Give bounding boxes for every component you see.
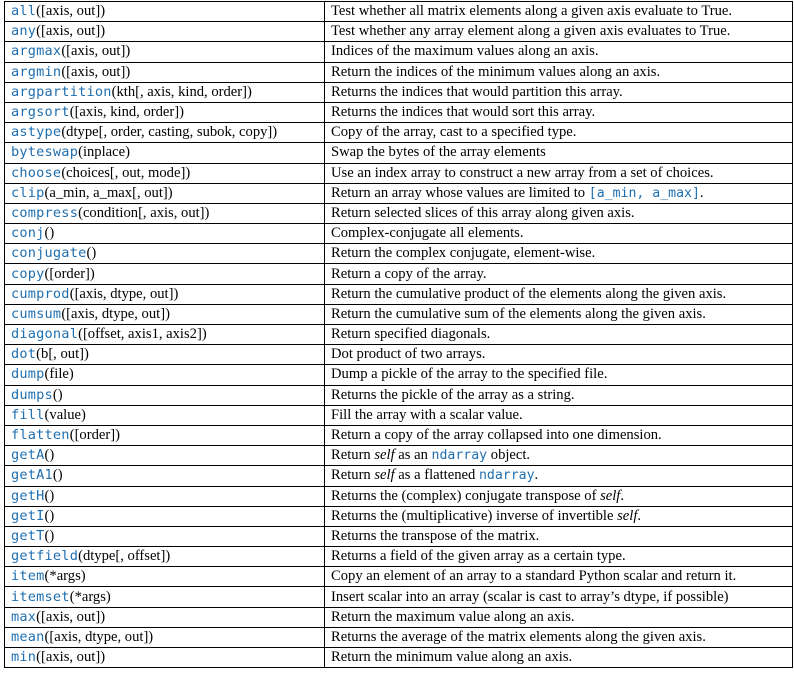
method-description-cell	[325, 365, 793, 385]
table-row	[5, 486, 793, 506]
method-signature-cell	[5, 244, 325, 264]
description-text: Test whether all matrix elements along a given axis evaluate to True.	[331, 3, 733, 20]
table-row	[5, 627, 793, 647]
description-text: Return selected slices of this array along given axis.	[331, 204, 635, 221]
method-name[interactable]: dumps	[11, 386, 53, 403]
method-description-cell	[325, 385, 793, 405]
table-row	[5, 62, 793, 82]
description-text: Returns the transpose of the matrix.	[331, 527, 540, 544]
description-text: .	[620, 487, 625, 504]
description-text: Return	[331, 467, 375, 484]
method-description-cell	[325, 486, 793, 506]
method-args: ()	[86, 245, 97, 262]
method-signature-cell	[5, 607, 325, 627]
method-name[interactable]: cumsum	[11, 305, 62, 322]
method-description-cell	[325, 587, 793, 607]
method-name[interactable]: flatten	[11, 427, 70, 444]
method-table-body	[5, 2, 793, 668]
description-text: Use an index array to construct a new array from a set of choices.	[331, 164, 714, 181]
method-name[interactable]: any	[11, 23, 37, 40]
method-name[interactable]: compress	[11, 204, 79, 221]
method-name[interactable]: fill	[11, 406, 45, 423]
method-description-cell	[325, 405, 793, 425]
description-text: Returns the (complex) conjugate transpose of	[331, 487, 601, 504]
table-row	[5, 163, 793, 183]
method-args: ([order])	[69, 427, 120, 444]
method-description-cell	[325, 62, 793, 82]
description-text: as an	[394, 447, 432, 464]
method-description-cell	[325, 264, 793, 284]
table-row	[5, 42, 793, 62]
description-text: Return the complex conjugate, element-wise.	[331, 245, 596, 262]
method-description-cell	[325, 2, 793, 22]
description-text: Return the cumulative product of the elements along the given axis.	[331, 285, 727, 302]
method-signature-cell	[5, 385, 325, 405]
description-text: Fill the array with a scalar value.	[331, 406, 523, 423]
method-args: (dtype[, offset])	[78, 548, 171, 565]
method-name[interactable]: argmax	[11, 43, 62, 60]
method-signature-cell	[5, 506, 325, 526]
description-text: Return the minimum value along an axis.	[331, 649, 573, 666]
method-args: ([axis, out])	[61, 63, 131, 80]
table-row	[5, 385, 793, 405]
method-signature-cell	[5, 587, 325, 607]
italic-term: self	[374, 467, 395, 484]
method-name[interactable]: getA1	[11, 467, 53, 484]
method-name[interactable]: dot	[11, 346, 37, 363]
table-row	[5, 244, 793, 264]
method-signature-cell	[5, 405, 325, 425]
method-signature-cell	[5, 143, 325, 163]
method-name[interactable]: getH	[11, 487, 45, 504]
description-text: Returns a field of the given array as a certain type.	[331, 548, 626, 565]
method-signature-cell	[5, 42, 325, 62]
method-signature-cell	[5, 2, 325, 22]
method-signature-cell	[5, 446, 325, 466]
method-name[interactable]: all	[11, 3, 37, 20]
table-row	[5, 183, 793, 203]
method-signature-cell	[5, 224, 325, 244]
table-row	[5, 405, 793, 425]
method-name[interactable]: conj	[11, 225, 45, 242]
method-name[interactable]: byteswap	[11, 144, 79, 161]
description-text: Return	[331, 447, 375, 464]
method-description-cell	[325, 547, 793, 567]
method-args: ([axis, kind, order])	[69, 104, 184, 121]
method-description-cell	[325, 42, 793, 62]
description-text: Returns the indices that would sort this array.	[331, 104, 596, 121]
inline-code: [a_min, a_max]	[588, 185, 700, 201]
method-name[interactable]: getI	[11, 507, 45, 524]
method-args: ([order])	[44, 265, 95, 282]
method-signature-cell	[5, 264, 325, 284]
method-name[interactable]: item	[11, 568, 45, 585]
inline-code: ndarray	[478, 468, 535, 484]
method-name[interactable]: getfield	[11, 548, 79, 565]
method-signature-cell	[5, 62, 325, 82]
italic-term: self	[374, 447, 395, 464]
method-description-cell	[325, 224, 793, 244]
method-signature-cell	[5, 123, 325, 143]
method-args: ([axis, out])	[36, 23, 106, 40]
method-signature-cell	[5, 547, 325, 567]
method-table	[4, 1, 793, 668]
description-text: Return a copy of the array.	[331, 265, 487, 282]
table-row	[5, 203, 793, 223]
method-description-cell	[325, 143, 793, 163]
method-name[interactable]: argsort	[11, 104, 70, 121]
description-text: .	[699, 184, 704, 201]
method-description-cell	[325, 627, 793, 647]
method-args: ()	[52, 467, 63, 484]
description-text: Return the indices of the minimum values along an axis.	[331, 63, 661, 80]
method-description-cell	[325, 607, 793, 627]
method-name[interactable]: conjugate	[11, 245, 87, 262]
method-args: (choices[, out, mode])	[61, 164, 191, 181]
table-row	[5, 506, 793, 526]
table-row	[5, 425, 793, 445]
table-row	[5, 143, 793, 163]
description-text: Returns the indices that would partition this array.	[331, 83, 623, 100]
method-args: (dtype[, order, casting, subok, copy])	[61, 124, 278, 141]
method-name[interactable]: astype	[11, 124, 62, 141]
method-signature-cell	[5, 567, 325, 587]
method-description-cell	[325, 425, 793, 445]
description-text: Copy an element of an array to a standard Python scalar and return it.	[331, 568, 737, 585]
method-args: ()	[44, 225, 55, 242]
table-row	[5, 304, 793, 324]
method-description-cell	[325, 163, 793, 183]
method-description-cell	[325, 284, 793, 304]
method-name[interactable]: diagonal	[11, 326, 79, 343]
table-row	[5, 22, 793, 42]
description-text: Returns the average of the matrix elements along the given axis.	[331, 628, 706, 645]
method-args: ([axis, dtype, out])	[44, 628, 154, 645]
description-text: Return the cumulative sum of the elements along the given axis.	[331, 305, 706, 322]
method-signature-cell	[5, 304, 325, 324]
italic-term: self	[617, 507, 638, 524]
description-text: Dump a pickle of the array to the specified file.	[331, 366, 608, 383]
method-signature-cell	[5, 365, 325, 385]
description-text: Test whether any array element along a given axis evaluates to True.	[331, 23, 731, 40]
table-row	[5, 123, 793, 143]
method-description-cell	[325, 567, 793, 587]
table-row	[5, 102, 793, 122]
method-name[interactable]: argmin	[11, 63, 62, 80]
method-description-cell	[325, 325, 793, 345]
table-row	[5, 446, 793, 466]
table-row	[5, 607, 793, 627]
method-name[interactable]: dump	[11, 366, 45, 383]
method-args: ([offset, axis1, axis2])	[78, 326, 207, 343]
description-text: Return specified diagonals.	[331, 326, 491, 343]
method-description-cell	[325, 506, 793, 526]
method-name[interactable]: cumprod	[11, 285, 70, 302]
method-args: ()	[44, 487, 55, 504]
table-row	[5, 325, 793, 345]
method-name[interactable]: itemset	[11, 588, 70, 605]
inline-code: ndarray	[431, 448, 488, 464]
description-text: Dot product of two arrays.	[331, 346, 486, 363]
description-text: Swap the bytes of the array elements	[331, 144, 546, 161]
method-name[interactable]: copy	[11, 265, 45, 282]
method-signature-cell	[5, 183, 325, 203]
method-name[interactable]: min	[11, 649, 37, 666]
description-text: .	[534, 467, 539, 484]
description-text: Complex-conjugate all elements.	[331, 225, 524, 242]
method-args: ([axis, dtype, out])	[61, 305, 170, 322]
method-name[interactable]: argpartition	[11, 83, 112, 100]
method-description-cell	[325, 304, 793, 324]
table-row	[5, 567, 793, 587]
table-row	[5, 264, 793, 284]
table-row	[5, 284, 793, 304]
method-description-cell	[325, 345, 793, 365]
method-name[interactable]: max	[11, 608, 37, 625]
method-signature-cell	[5, 486, 325, 506]
method-args: (*args)	[44, 568, 86, 585]
description-text: Return a copy of the array collapsed into one dimension.	[331, 427, 662, 444]
description-text: Insert scalar into an array (scalar is cast to array’s dtype, if possible)	[331, 588, 729, 605]
method-description-cell	[325, 446, 793, 466]
method-description-cell	[325, 526, 793, 546]
method-description-cell	[325, 102, 793, 122]
method-args: (value)	[44, 406, 86, 423]
table-row	[5, 547, 793, 567]
method-name[interactable]: clip	[11, 184, 45, 201]
method-args: ()	[52, 386, 63, 403]
method-args: ()	[44, 507, 55, 524]
method-args: (file)	[44, 366, 74, 383]
method-signature-cell	[5, 648, 325, 668]
method-args: (*args)	[69, 588, 111, 605]
method-args: ([axis, out])	[61, 43, 131, 60]
method-signature-cell	[5, 22, 325, 42]
table-row	[5, 587, 793, 607]
method-signature-cell	[5, 163, 325, 183]
description-text: Returns the pickle of the array as a string.	[331, 386, 575, 403]
method-signature-cell	[5, 425, 325, 445]
table-row	[5, 466, 793, 486]
method-description-cell	[325, 244, 793, 264]
description-text: Return an array whose values are limited to	[331, 184, 589, 201]
method-description-cell	[325, 22, 793, 42]
method-signature-cell	[5, 102, 325, 122]
method-args: ([axis, out])	[36, 649, 106, 666]
method-args: (a_min, a_max[, out])	[44, 184, 173, 201]
table-row	[5, 365, 793, 385]
method-args: (condition[, axis, out])	[78, 204, 210, 221]
table-row	[5, 345, 793, 365]
description-text: Indices of the maximum values along an axis.	[331, 43, 599, 60]
table-row	[5, 82, 793, 102]
method-description-cell	[325, 183, 793, 203]
description-text: Return the maximum value along an axis.	[331, 608, 575, 625]
method-signature-cell	[5, 526, 325, 546]
method-args: (kth[, axis, kind, order])	[111, 83, 252, 100]
method-description-cell	[325, 123, 793, 143]
italic-term: self	[600, 487, 621, 504]
method-args: ([axis, out])	[36, 3, 106, 20]
method-name[interactable]: getT	[11, 527, 45, 544]
table-row	[5, 526, 793, 546]
description-text: Copy of the array, cast to a specified type.	[331, 124, 577, 141]
table-row	[5, 648, 793, 668]
method-signature-cell	[5, 466, 325, 486]
method-name[interactable]: getA	[11, 447, 45, 464]
method-args: ()	[44, 447, 55, 464]
method-signature-cell	[5, 325, 325, 345]
method-args: ([axis, dtype, out])	[69, 285, 179, 302]
method-description-cell	[325, 82, 793, 102]
table-row	[5, 224, 793, 244]
method-args: (b[, out])	[36, 346, 89, 363]
method-signature-cell	[5, 82, 325, 102]
description-text: as a flattened	[394, 467, 479, 484]
method-description-cell	[325, 203, 793, 223]
method-signature-cell	[5, 203, 325, 223]
method-description-cell	[325, 648, 793, 668]
method-args: (inplace)	[78, 144, 130, 161]
method-signature-cell	[5, 627, 325, 647]
method-name[interactable]: choose	[11, 164, 62, 181]
method-args: ([axis, out])	[36, 608, 106, 625]
description-text: object.	[487, 447, 531, 464]
method-description-cell	[325, 466, 793, 486]
table-row	[5, 2, 793, 22]
description-text: Returns the (multiplicative) inverse of invertible	[331, 507, 618, 524]
method-args: ()	[44, 527, 55, 544]
method-signature-cell	[5, 284, 325, 304]
description-text: .	[637, 507, 642, 524]
method-signature-cell	[5, 345, 325, 365]
method-name[interactable]: mean	[11, 628, 45, 645]
